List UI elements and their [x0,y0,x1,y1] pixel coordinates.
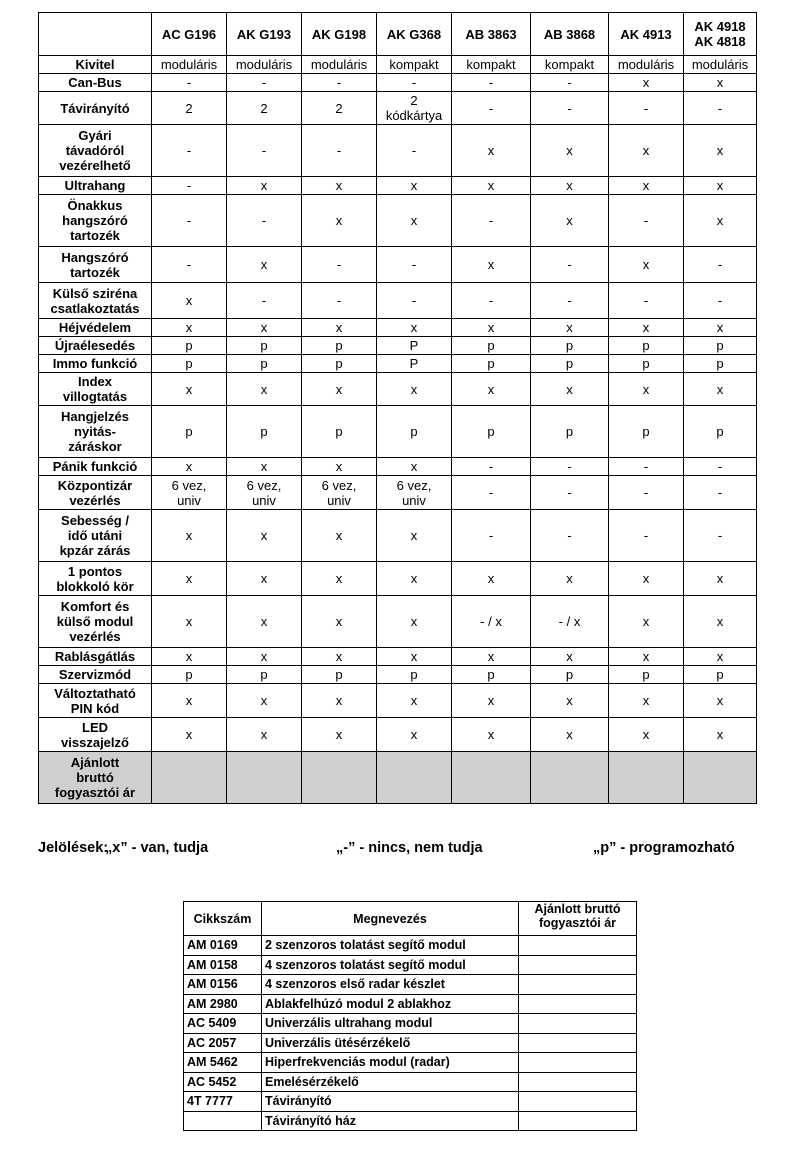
corner-header [39,13,152,56]
model-header: AK G368 [377,13,452,56]
table-cell: x [531,319,609,337]
accessory-code: AM 2980 [184,994,262,1014]
table-cell: p [227,355,302,373]
table-cell: x [227,648,302,666]
table-cell: - [531,476,609,510]
table-cell: x [152,283,227,319]
accessory-price [519,1033,637,1053]
table-cell: p [452,406,531,458]
table-cell: x [531,125,609,177]
table-cell: x [152,718,227,752]
table-row [39,373,757,406]
table-cell: x [152,510,227,562]
accessory-row [184,936,637,956]
table-cell: x [302,177,377,195]
table-cell: x [152,596,227,648]
accessory-price [519,1092,637,1112]
table-cell: x [152,684,227,718]
table-cell: x [227,718,302,752]
table-cell: - [227,283,302,319]
table-cell: - [452,283,531,319]
table-cell: - / x [531,596,609,648]
table-cell: x [152,458,227,476]
table-cell: - [452,195,531,247]
table-cell: - [531,510,609,562]
table-cell [531,752,609,804]
table-row [39,125,757,177]
accessory-name: 4 szenzoros első radar készlet [262,975,519,995]
header-row [39,13,757,56]
table-row [39,666,757,684]
row-label: Külső sziréna csatlakoztatás [39,283,152,319]
table-cell: 2 [302,92,377,125]
table-row [39,648,757,666]
row-label: Immo funkció [39,355,152,373]
table-cell: - [609,458,684,476]
table-cell: x [377,684,452,718]
table-cell: p [377,666,452,684]
table-cell: moduláris [227,56,302,74]
table-cell: x [684,718,757,752]
accessory-price [519,1111,637,1131]
accessory-row [184,1014,637,1034]
table-cell: - [152,74,227,92]
table-cell: p [609,406,684,458]
table-cell: x [609,596,684,648]
table-cell: - [684,476,757,510]
accessory-row [184,1033,637,1053]
table-cell: kompakt [452,56,531,74]
row-label: Távirányító [39,92,152,125]
comparison-table [38,12,757,804]
table-cell: p [302,337,377,355]
table-cell: x [302,562,377,596]
accessory-name: Univerzális ultrahang modul [262,1014,519,1034]
row-label: Hangszóró tartozék [39,247,152,283]
table-cell: - [609,476,684,510]
table-cell: - [684,458,757,476]
table-row [39,319,757,337]
table-cell: P [377,355,452,373]
accessory-name: Univerzális ütésérzékelő [262,1033,519,1053]
table-cell: - [302,74,377,92]
table-cell: x [377,177,452,195]
table-cell: x [302,195,377,247]
table-cell: x [302,510,377,562]
row-label: Kivitel [39,56,152,74]
table-cell: x [609,373,684,406]
table-cell: 6 vez, univ [302,476,377,510]
table-cell: 2 [227,92,302,125]
table-cell: p [152,666,227,684]
accessory-code [184,1111,262,1131]
table-row [39,458,757,476]
table-cell: x [684,373,757,406]
row-label: Rablásgátlás [39,648,152,666]
accessory-code: AM 0156 [184,975,262,995]
table-row [39,195,757,247]
table-cell: p [531,666,609,684]
accessory-price [519,955,637,975]
table-cell: - [684,283,757,319]
table-cell: x [609,319,684,337]
table-cell: x [684,74,757,92]
table-cell: P [377,337,452,355]
table-cell: x [302,648,377,666]
legend-p-meaning: „p” - programozható [593,840,735,856]
table-row [39,752,757,804]
accessory-row [184,1092,637,1112]
accessory-name: 2 szenzoros tolatást segítő modul [262,936,519,956]
table-cell: x [531,195,609,247]
accessory-price [519,994,637,1014]
accessory-code: AM 5462 [184,1053,262,1073]
table-cell: p [227,666,302,684]
table-cell: x [609,177,684,195]
table-cell: - [531,92,609,125]
table-cell [302,752,377,804]
table-cell: p [531,355,609,373]
table-cell [452,752,531,804]
table-cell: x [452,125,531,177]
row-label: Komfort és külső modul vezérlés [39,596,152,648]
table-cell: p [609,355,684,373]
table-cell: x [227,562,302,596]
table-cell: 6 vez, univ [227,476,302,510]
table-cell: x [452,648,531,666]
table-cell: x [227,458,302,476]
table-cell: x [227,684,302,718]
table-cell: p [302,355,377,373]
table-cell: p [684,666,757,684]
table-cell: x [377,562,452,596]
table-row [39,74,757,92]
table-cell: - [684,92,757,125]
table-cell: x [684,684,757,718]
table-row [39,56,757,74]
table-cell: x [227,247,302,283]
table-cell: - [609,195,684,247]
table-cell: x [531,718,609,752]
table-cell: - [302,247,377,283]
table-row [39,562,757,596]
row-label: 1 pontos blokkoló kör [39,562,152,596]
table-cell: x [609,648,684,666]
accessory-price [519,1072,637,1092]
table-cell: x [609,125,684,177]
table-cell: x [684,195,757,247]
legend-x-meaning: „x” - van, tudja [105,840,209,856]
table-cell: x [377,319,452,337]
table-cell: x [377,373,452,406]
table-cell: - [531,283,609,319]
table-cell [684,752,757,804]
table-cell: - [531,74,609,92]
accessory-table [183,901,637,1131]
table-cell: moduláris [609,56,684,74]
row-label: Ajánlott bruttó fogyasztói ár [39,752,152,804]
accessory-row [184,994,637,1014]
accessory-price [519,1053,637,1073]
table-row [39,510,757,562]
table-cell: - [227,125,302,177]
table-cell: x [684,125,757,177]
table-cell: - [377,283,452,319]
table-cell: p [152,337,227,355]
table-cell: - [227,195,302,247]
table-row [39,283,757,319]
accessory-code: AC 5452 [184,1072,262,1092]
table-row [39,596,757,648]
table-row [39,476,757,510]
model-header: AC G196 [152,13,227,56]
row-label: Gyári távadóról vezérelhető [39,125,152,177]
table-cell: x [609,247,684,283]
table-cell: x [152,319,227,337]
accessory-row [184,975,637,995]
table-cell: - [152,247,227,283]
row-label: Önakkus hangszóró tartozék [39,195,152,247]
table-cell: p [609,337,684,355]
accessory-code: AC 2057 [184,1033,262,1053]
table-cell: x [227,510,302,562]
table-cell: - [452,476,531,510]
table-cell: x [684,648,757,666]
row-label: Változtatható PIN kód [39,684,152,718]
table-cell: p [609,666,684,684]
table-cell: x [609,74,684,92]
accessory-header-cell: Ajánlott bruttó fogyasztói ár [519,902,637,936]
accessory-price [519,936,637,956]
table-cell: moduláris [684,56,757,74]
table-cell: x [452,718,531,752]
table-cell [227,752,302,804]
accessory-row [184,1072,637,1092]
model-header: AB 3863 [452,13,531,56]
accessory-code: AC 5409 [184,1014,262,1034]
table-cell: x [452,373,531,406]
table-cell: x [531,177,609,195]
accessory-name: Hiperfrekvenciás modul (radar) [262,1053,519,1073]
row-label: Index villogtatás [39,373,152,406]
table-row [39,177,757,195]
table-cell: x [609,718,684,752]
row-label: Ultrahang [39,177,152,195]
table-cell: p [684,355,757,373]
accessory-header-cell: Megnevezés [262,902,519,936]
legend [38,840,788,860]
table-cell: x [227,319,302,337]
table-cell: - [152,125,227,177]
accessory-code: AM 0169 [184,936,262,956]
accessory-code: AM 0158 [184,955,262,975]
table-cell: p [452,666,531,684]
table-cell: x [302,596,377,648]
row-label: Szervizmód [39,666,152,684]
table-cell: x [609,684,684,718]
table-cell: x [227,373,302,406]
table-cell: - [609,92,684,125]
accessory-row [184,1053,637,1073]
row-label: Újraélesedés [39,337,152,355]
table-cell: x [302,319,377,337]
table-cell: x [377,596,452,648]
table-cell: p [531,406,609,458]
table-cell: x [452,319,531,337]
accessory-price [519,975,637,995]
table-cell: - / x [452,596,531,648]
table-cell: x [609,562,684,596]
row-label: Hangjelzés nyitás- záráskor [39,406,152,458]
table-cell: x [377,648,452,666]
table-cell: x [452,684,531,718]
table-cell: - [452,74,531,92]
accessory-code: 4T 7777 [184,1092,262,1112]
table-cell: p [684,406,757,458]
table-cell: x [531,562,609,596]
table-cell: p [531,337,609,355]
table-cell: p [152,406,227,458]
table-cell: x [227,177,302,195]
table-cell: kompakt [531,56,609,74]
table-cell [377,752,452,804]
table-cell: x [377,195,452,247]
table-cell: 2 kódkártya [377,92,452,125]
accessory-row [184,955,637,975]
table-cell: x [152,562,227,596]
table-cell: moduláris [152,56,227,74]
row-label: Pánik funkció [39,458,152,476]
accessory-name: Távirányító ház [262,1111,519,1131]
accessory-header-row [184,902,637,936]
table-cell: x [684,562,757,596]
table-cell: x [452,177,531,195]
table-cell: - [452,92,531,125]
row-label: Héjvédelem [39,319,152,337]
table-cell: x [302,718,377,752]
table-cell: - [531,247,609,283]
model-header: AK G193 [227,13,302,56]
table-cell: p [152,355,227,373]
accessory-row [184,1111,637,1131]
model-header: AK 4913 [609,13,684,56]
table-row [39,92,757,125]
accessory-name: Emelésérzékelő [262,1072,519,1092]
row-label: Sebesség / idő utáni kpzár zárás [39,510,152,562]
table-cell: - [152,177,227,195]
table-cell: x [302,373,377,406]
table-cell: x [302,458,377,476]
table-cell: x [377,510,452,562]
table-cell: x [302,684,377,718]
table-cell: - [152,195,227,247]
table-cell: - [609,283,684,319]
table-cell: p [227,337,302,355]
table-cell: p [452,355,531,373]
table-cell: x [684,319,757,337]
table-cell: x [684,596,757,648]
table-cell: x [531,648,609,666]
table-cell: - [227,74,302,92]
model-header: AK G198 [302,13,377,56]
table-cell: p [302,666,377,684]
table-cell: 6 vez, univ [377,476,452,510]
table-cell: x [531,684,609,718]
table-cell: - [377,125,452,177]
table-cell: - [302,125,377,177]
table-cell: x [452,562,531,596]
accessory-name: Ablakfelhúzó modul 2 ablakhoz [262,994,519,1014]
legend-dash-meaning: „-” - nincs, nem tudja [336,840,483,856]
row-label: Központizár vezérlés [39,476,152,510]
table-cell: - [684,247,757,283]
table-row [39,247,757,283]
table-row [39,718,757,752]
accessory-name: Távirányító [262,1092,519,1112]
accessory-price [519,1014,637,1034]
table-cell: x [377,458,452,476]
table-cell: x [227,596,302,648]
table-cell: x [377,718,452,752]
table-cell: - [452,458,531,476]
table-cell [609,752,684,804]
table-cell: x [452,247,531,283]
table-cell: p [377,406,452,458]
model-header: AB 3868 [531,13,609,56]
table-cell: - [531,458,609,476]
table-cell: - [377,74,452,92]
table-cell: x [152,648,227,666]
table-cell: 2 [152,92,227,125]
row-label: LED visszajelző [39,718,152,752]
table-cell: x [152,373,227,406]
table-cell: x [531,373,609,406]
table-row [39,684,757,718]
table-cell: - [452,510,531,562]
table-cell: x [684,177,757,195]
table-row [39,337,757,355]
table-cell [152,752,227,804]
table-row [39,406,757,458]
table-cell: p [684,337,757,355]
accessory-header-cell: Cikkszám [184,902,262,936]
table-cell: p [227,406,302,458]
table-cell: p [302,406,377,458]
table-cell: 6 vez, univ [152,476,227,510]
model-header: AK 4918 AK 4818 [684,13,757,56]
table-cell: moduláris [302,56,377,74]
legend-label: Jelölések: [38,840,109,856]
table-cell: - [302,283,377,319]
table-cell: - [684,510,757,562]
table-cell: kompakt [377,56,452,74]
table-cell: p [452,337,531,355]
table-cell: - [609,510,684,562]
table-row [39,355,757,373]
row-label: Can-Bus [39,74,152,92]
table-cell: - [377,247,452,283]
accessory-name: 4 szenzoros tolatást segítő modul [262,955,519,975]
